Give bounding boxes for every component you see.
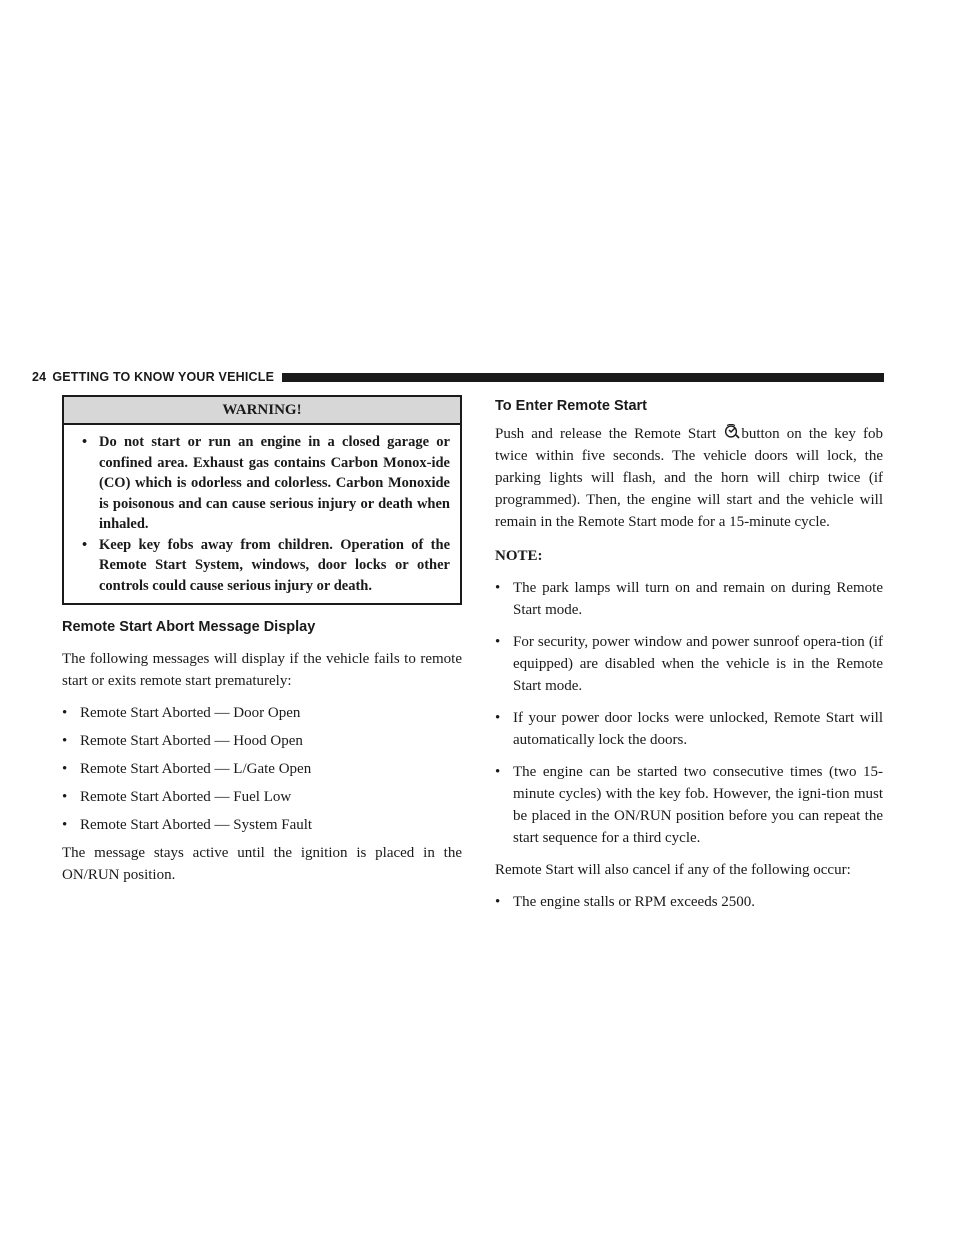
warning-list — [64, 425, 460, 603]
abort-intro: The following messages will display if the vehicle fails to remote start or exits remote start prematurely: — [62, 651, 462, 689]
note-item: • The park lamps will turn on and remain on during Remote Start mode. — [495, 577, 883, 621]
warning-title: WARNING! — [64, 397, 460, 425]
left-column — [62, 395, 462, 886]
right-column — [495, 395, 883, 913]
enter-text-after-icon: button on the key fob twice within five seconds. The vehicle doors will lock, the parking lights will flash, and the horn will chirp twice (if programmed). Then, the engine will start and the vehicle will remain in the Remote Start mode for a 15-minute cycle. — [495, 426, 883, 530]
page-number: 24 — [32, 370, 47, 384]
warning-item: • Do not start or run an engine in a closed garage or confined area. Exhaust gas contains Carbon Monox-ide (CO) which is odorless and colorless. Carbon Monoxide is poisonous and can cause serious injury or death when inhaled. — [82, 432, 450, 535]
cancel-item: • The engine stalls or RPM exceeds 2500. — [495, 891, 883, 913]
enter-text-before-icon: Push and release the Remote Start — [495, 426, 717, 442]
enter-paragraph — [495, 423, 883, 533]
remote-start-icon — [724, 424, 740, 439]
cancel-list — [495, 891, 883, 913]
note-item: • If your power door locks were unlocked, Remote Start will automatically lock the doors. — [495, 707, 883, 751]
abort-message: • Remote Start Aborted — Door Open — [62, 702, 462, 724]
note-label: NOTE: — [495, 548, 543, 564]
warning-item: • Keep key fobs away from children. Operation of the Remote Start System, windows, door locks or other controls could cause serious injury or death. — [82, 535, 450, 597]
abort-message: • Remote Start Aborted — Fuel Low — [62, 786, 462, 808]
note-item: • The engine can be started two consecutive times (two 15-minute cycles) with the key fob. However, the igni-tion must be placed in the ON/RUN position before you can repeat the start sequence for a third cycle. — [495, 761, 883, 849]
note-list — [495, 577, 883, 849]
enter-heading: To Enter Remote Start — [495, 398, 648, 414]
abort-message: • Remote Start Aborted — System Fault — [62, 814, 462, 836]
section-title: GETTING TO KNOW YOUR VEHICLE — [52, 370, 275, 384]
abort-message: • Remote Start Aborted — L/Gate Open — [62, 758, 462, 780]
note-item: • For security, power window and power sunroof opera-tion (if equipped) are disabled when the vehicle is in the Remote Start mode. — [495, 631, 883, 697]
abort-message: • Remote Start Aborted — Hood Open — [62, 730, 462, 752]
page-header — [32, 369, 884, 385]
header-rule — [282, 373, 884, 382]
abort-outro: The message stays active until the ignition is placed in the ON/RUN position. — [62, 845, 462, 883]
abort-message-list — [62, 702, 462, 836]
abort-heading: Remote Start Abort Message Display — [62, 619, 316, 635]
warning-box — [62, 395, 462, 605]
cancel-intro: Remote Start will also cancel if any of the following occur: — [495, 862, 851, 878]
